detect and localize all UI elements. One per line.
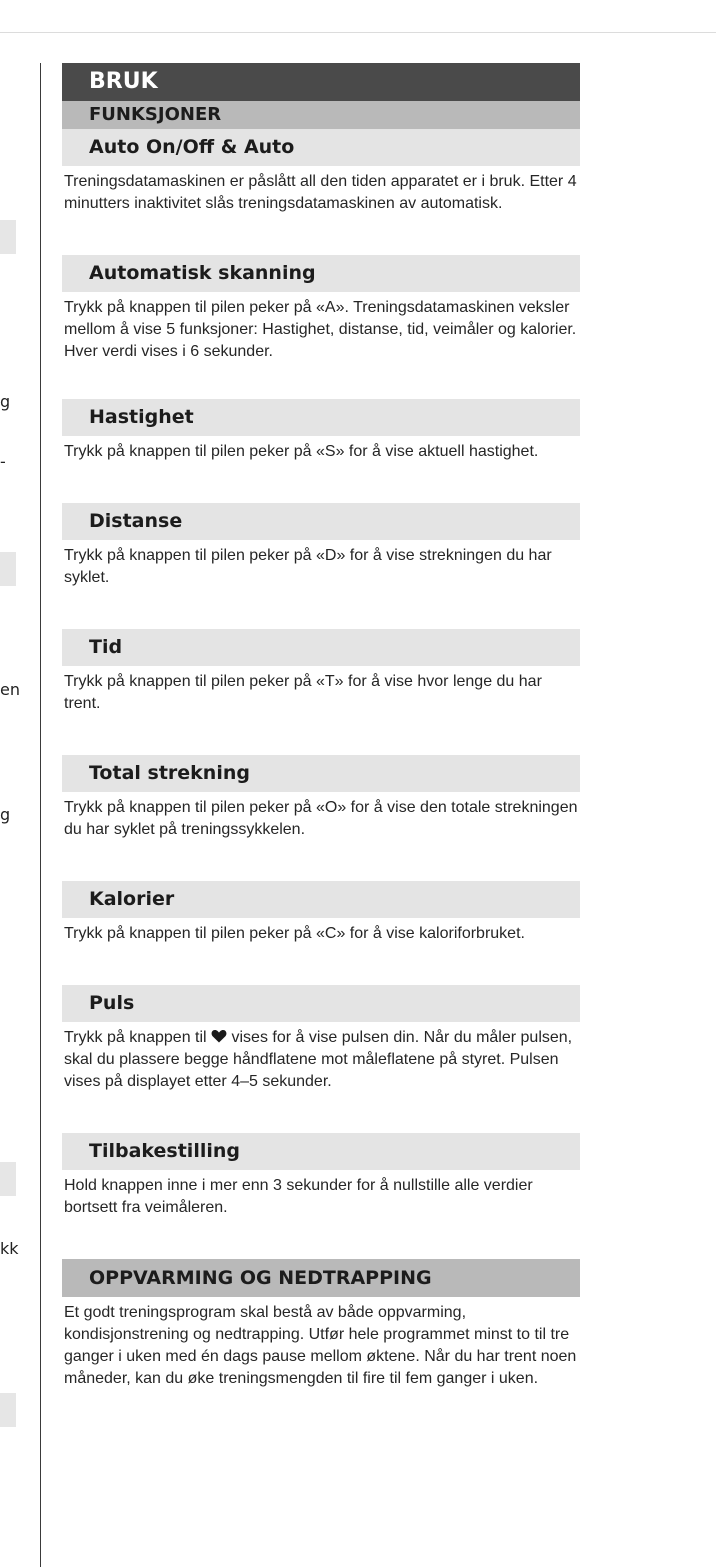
page-top-divider <box>0 32 716 33</box>
heading-tid: Tid <box>62 629 580 666</box>
text-auto-on-off: Treningsdatamaskinen er påslått all den tiden apparatet er i bruk. Etter 4 minutters inaktivitet slås treningsdatamaskinen av automatisk. <box>64 173 577 212</box>
text-distanse: Trykk på knappen til pilen peker på «D» for å vise strekningen du har syklet. <box>64 547 552 586</box>
heading-total-strekning: Total strekning <box>62 755 580 792</box>
left-column-heading-bar <box>0 1393 16 1427</box>
subsection-heading-funksjoner: FUNKSJONER <box>62 101 580 129</box>
section-heading-bruk: BRUK <box>62 63 580 101</box>
heart-icon <box>211 1028 227 1044</box>
heading-distanse: Distanse <box>62 503 580 540</box>
puls-text-after: vises for å vise pulsen din. Når du måler pulsen, skal du plassere begge håndflatene mot måleflatene på styret. Pulsen vises på displayet etter 4–5 sekunder. <box>64 1029 573 1090</box>
heading-tilbakestilling: Tilbakestilling <box>62 1133 580 1170</box>
text-kalorier: Trykk på knappen til pilen peker på «C» for å vise kaloriforbruket. <box>64 925 525 942</box>
manual-column <box>62 63 580 1390</box>
heading-auto-on-off: Auto On/Off & Auto <box>62 129 580 166</box>
heading-hastighet: Hastighet <box>62 399 580 436</box>
text-tid: Trykk på knappen til pilen peker på «T» for å vise hvor lenge du har trent. <box>64 673 542 712</box>
left-column-fragment: g <box>0 805 11 824</box>
left-column-heading-bar <box>0 1162 16 1196</box>
text-puls <box>62 1022 580 1093</box>
text-automatisk-skanning: Trykk på knappen til pilen peker på «A». Treningsdatamaskinen veksler mellom å vise 5 funksjoner: Hastighet, distanse, tid, veimåler og kalorier. Hver verdi vises i 6 sekunder. <box>64 299 577 360</box>
text-hastighet: Trykk på knappen til pilen peker på «S» for å vise aktuell hastighet. <box>64 443 539 460</box>
text-tilbakestilling: Hold knappen inne i mer enn 3 sekunder for å nullstille alle verdier bortsett fra veimåleren. <box>64 1177 533 1216</box>
heading-kalorier: Kalorier <box>62 881 580 918</box>
left-column-heading-bar <box>0 220 16 254</box>
left-column-fragment: kk <box>0 1239 19 1258</box>
left-column-heading-bar <box>0 552 16 586</box>
left-column-fragment: - <box>0 452 6 471</box>
heading-puls: Puls <box>62 985 580 1022</box>
left-column-fragment: g <box>0 392 11 411</box>
puls-text-before: Trykk på knappen til <box>64 1029 207 1046</box>
heading-automatisk-skanning: Automatisk skanning <box>62 255 580 292</box>
text-oppvarming-og-nedtrapping: Et godt treningsprogram skal bestå av både oppvarming, kondisjonstrening og nedtrapping. Utfør hele programmet minst to til tre ganger i uken med én dags pause mellom øktene. Når du har trent noen måneder, kan du øke treningsmengden til fire til fem ganger i uken. <box>64 1304 577 1387</box>
heading-oppvarming-og-nedtrapping: OPPVARMING OG NEDTRAPPING <box>62 1259 580 1297</box>
column-divider <box>40 63 41 1567</box>
left-column-fragment: en <box>0 680 20 699</box>
text-total-strekning: Trykk på knappen til pilen peker på «O» for å vise den totale strekningen du har syklet på treningssykkelen. <box>64 799 578 838</box>
